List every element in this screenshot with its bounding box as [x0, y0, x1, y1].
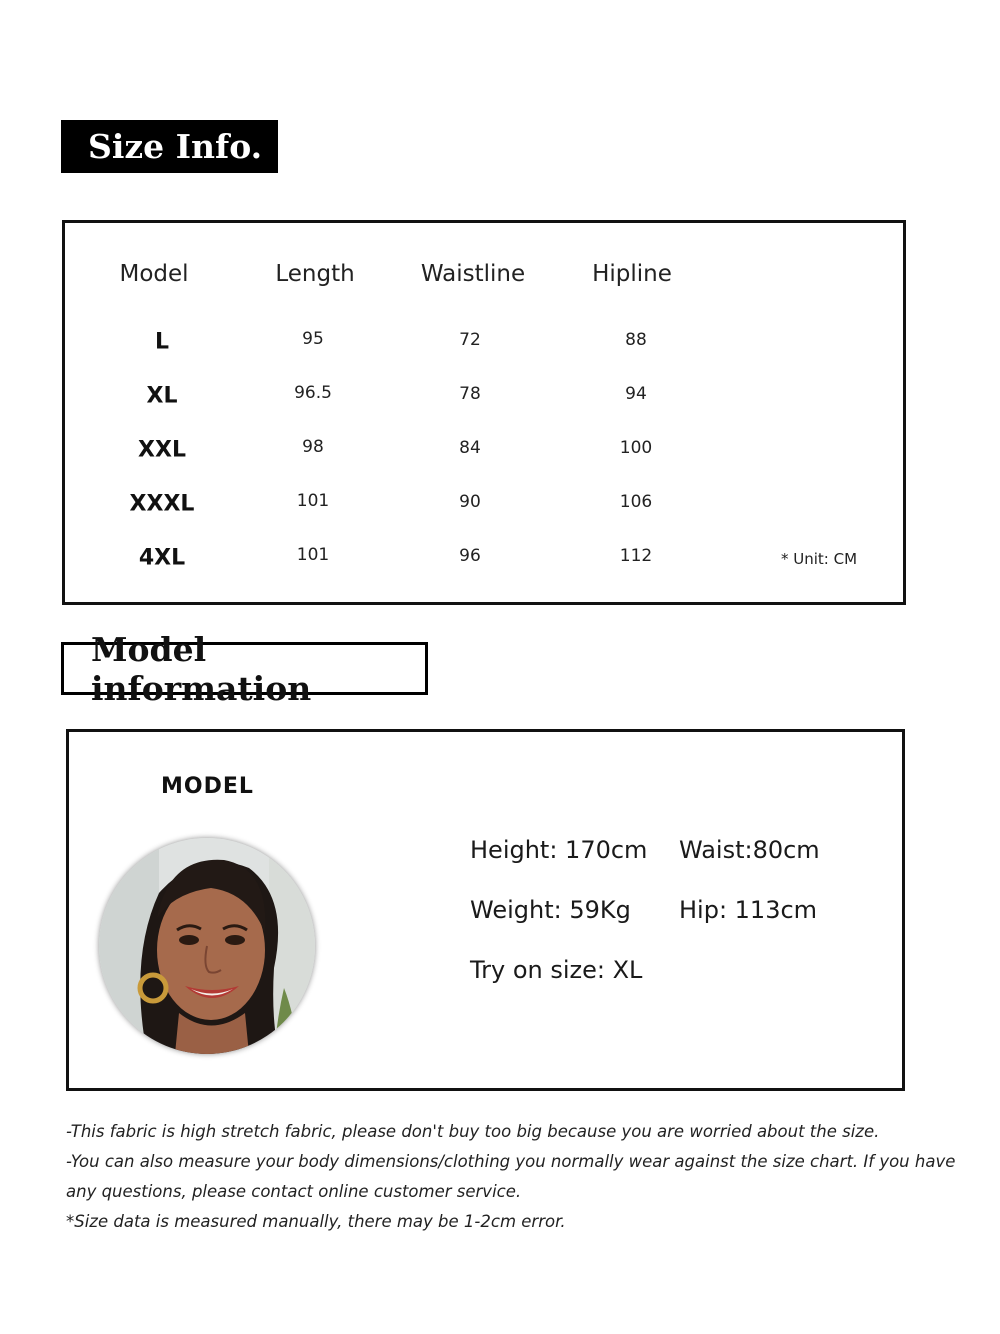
model-portrait-icon [99, 838, 315, 1054]
hip-xxxl: 106 [619, 492, 653, 512]
size-label-l: L [154, 329, 170, 355]
size-table [62, 220, 906, 605]
waist-l: 72 [459, 330, 481, 350]
model-avatar [99, 838, 315, 1054]
hip-4xl: 112 [619, 546, 653, 566]
size-label-xxl: XXL [138, 437, 186, 463]
size-label-xl: XL [146, 383, 178, 409]
size-label-xxxl: XXXL [129, 491, 195, 517]
model-info-title-text: Model information [91, 629, 312, 708]
note-line-4: *Size data is measured manually, there may be 1-2cm error. [66, 1212, 566, 1231]
model-info-box [66, 729, 905, 1091]
model-height: Height: 170cm [470, 836, 648, 864]
note-line-3: any questions, please contact online customer service. [66, 1182, 522, 1201]
note-line-1: -This fabric is high stretch fabric, please don't buy too big because you are worried about the size. [66, 1122, 880, 1141]
length-l: 95 [302, 329, 324, 349]
column-header-hipline: Hipline [592, 261, 672, 287]
waist-xxxl: 90 [459, 492, 481, 512]
column-header-length: Length [275, 261, 355, 287]
size-info-title-text: Size Info. [88, 127, 263, 166]
model-label: MODEL [161, 774, 254, 799]
length-xxxl: 101 [296, 491, 330, 511]
length-4xl: 101 [296, 545, 330, 565]
unit-note: * Unit: CM [781, 550, 858, 568]
size-label-4xl: 4XL [138, 545, 186, 571]
length-xxl: 98 [302, 437, 324, 457]
column-header-model: Model [119, 261, 189, 287]
hip-xl: 94 [625, 384, 647, 404]
note-line-2: -You can also measure your body dimensions/clothing you normally wear against the size chart. If you have [66, 1152, 956, 1171]
waist-4xl: 96 [459, 546, 481, 566]
length-xl: 96.5 [294, 383, 332, 403]
model-waist: Waist:80cm [679, 836, 820, 864]
model-weight: Weight: 59Kg [470, 896, 631, 924]
model-info-title [61, 629, 428, 708]
model-try-on-size: Try on size: XL [470, 956, 643, 984]
waist-xxl: 84 [459, 438, 481, 458]
hip-xxl: 100 [619, 438, 653, 458]
waist-xl: 78 [459, 384, 481, 404]
size-info-title [61, 120, 278, 173]
model-hip: Hip: 113cm [679, 896, 818, 924]
hip-l: 88 [625, 330, 647, 350]
column-header-waistline: Waistline [420, 261, 526, 287]
